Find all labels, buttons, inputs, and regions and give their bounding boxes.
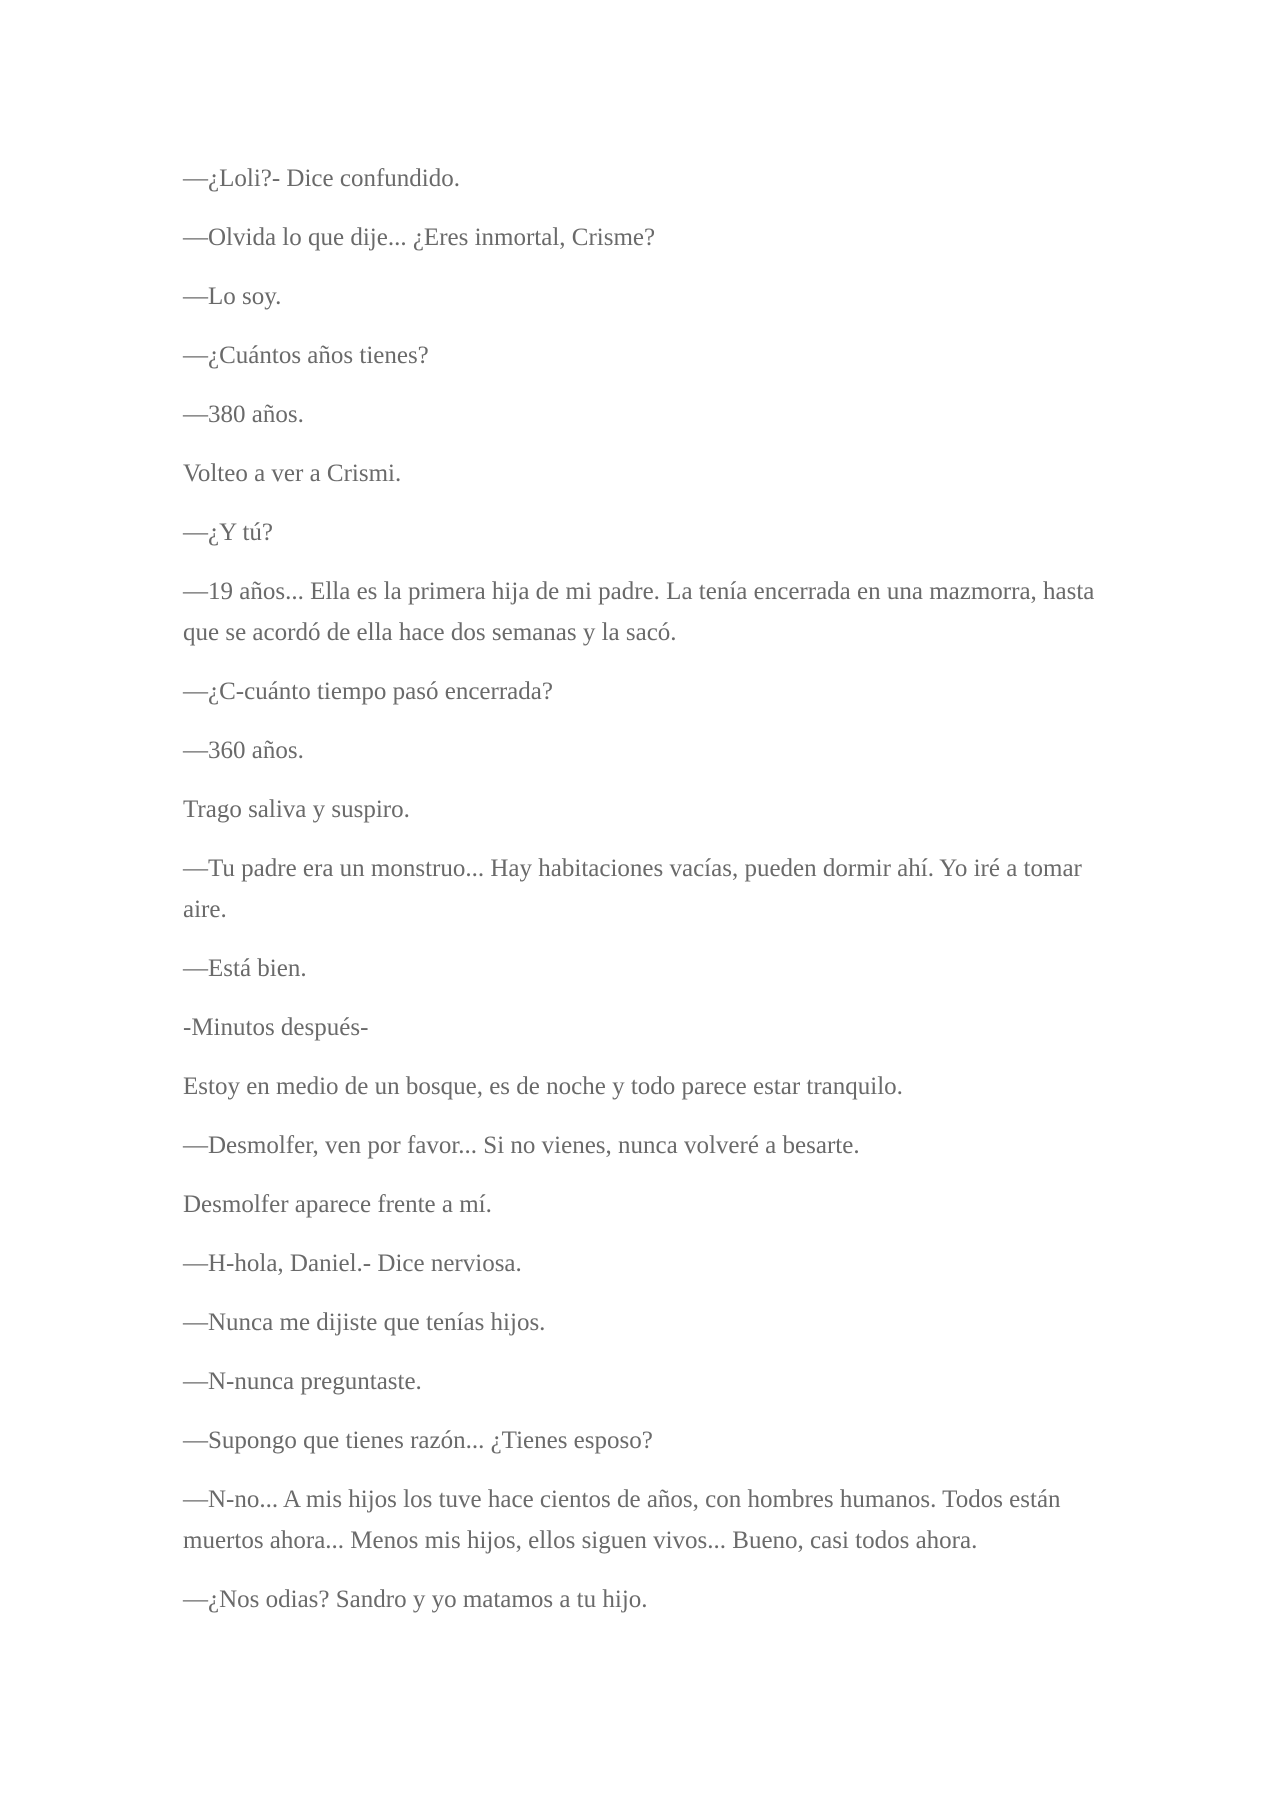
- dialogue-paragraph: —Está bien.: [183, 955, 307, 982]
- dialogue-paragraph: —¿C-cuánto tiempo pasó encerrada?: [183, 678, 553, 705]
- dialogue-paragraph: —N-no... A mis hijos los tuve hace cientos de años, con hombres humanos. Todos están muertos ahora... Menos mis hijos, ellos siguen vivos... Bueno, casi todos ahora.: [183, 1486, 1061, 1554]
- dialogue-paragraph: —¿Loli?- Dice confundido.: [183, 165, 460, 192]
- dialogue-paragraph: —¿Y tú?: [183, 519, 274, 546]
- narration-paragraph: Desmolfer aparece frente a mí.: [183, 1191, 492, 1218]
- dialogue-paragraph: —¿Cuántos años tienes?: [183, 342, 429, 369]
- dialogue-paragraph: —Tu padre era un monstruo... Hay habitaciones vacías, pueden dormir ahí. Yo iré a tomar aire.: [183, 855, 1082, 923]
- dialogue-paragraph: —¿Nos odias? Sandro y yo matamos a tu hijo.: [183, 1586, 648, 1613]
- dialogue-paragraph: —Olvida lo que dije... ¿Eres inmortal, Crisme?: [183, 224, 656, 251]
- narration-paragraph: Volteo a ver a Crismi.: [183, 460, 402, 487]
- dialogue-paragraph: —380 años.: [183, 401, 304, 428]
- dialogue-paragraph: —N-nunca preguntaste.: [183, 1368, 422, 1395]
- dialogue-paragraph: —H-hola, Daniel.- Dice nerviosa.: [183, 1250, 522, 1277]
- scene-break: -Minutos después-: [183, 1014, 369, 1041]
- dialogue-paragraph: —Lo soy.: [183, 283, 282, 310]
- dialogue-paragraph: —Nunca me dijiste que tenías hijos.: [183, 1309, 546, 1336]
- dialogue-paragraph: —Supongo que tienes razón... ¿Tienes esposo?: [183, 1427, 653, 1454]
- dialogue-paragraph: —360 años.: [183, 737, 304, 764]
- story-text: [183, 158, 1113, 1638]
- narration-paragraph: Trago saliva y suspiro.: [183, 796, 410, 823]
- narration-paragraph: Estoy en medio de un bosque, es de noche y todo parece estar tranquilo.: [183, 1073, 903, 1100]
- dialogue-paragraph: —19 años... Ella es la primera hija de mi padre. La tenía encerrada en una mazmorra, hasta que se acordó de ella hace dos semanas y la sacó.: [183, 578, 1095, 646]
- dialogue-paragraph: —Desmolfer, ven por favor... Si no vienes, nunca volveré a besarte.: [183, 1132, 860, 1159]
